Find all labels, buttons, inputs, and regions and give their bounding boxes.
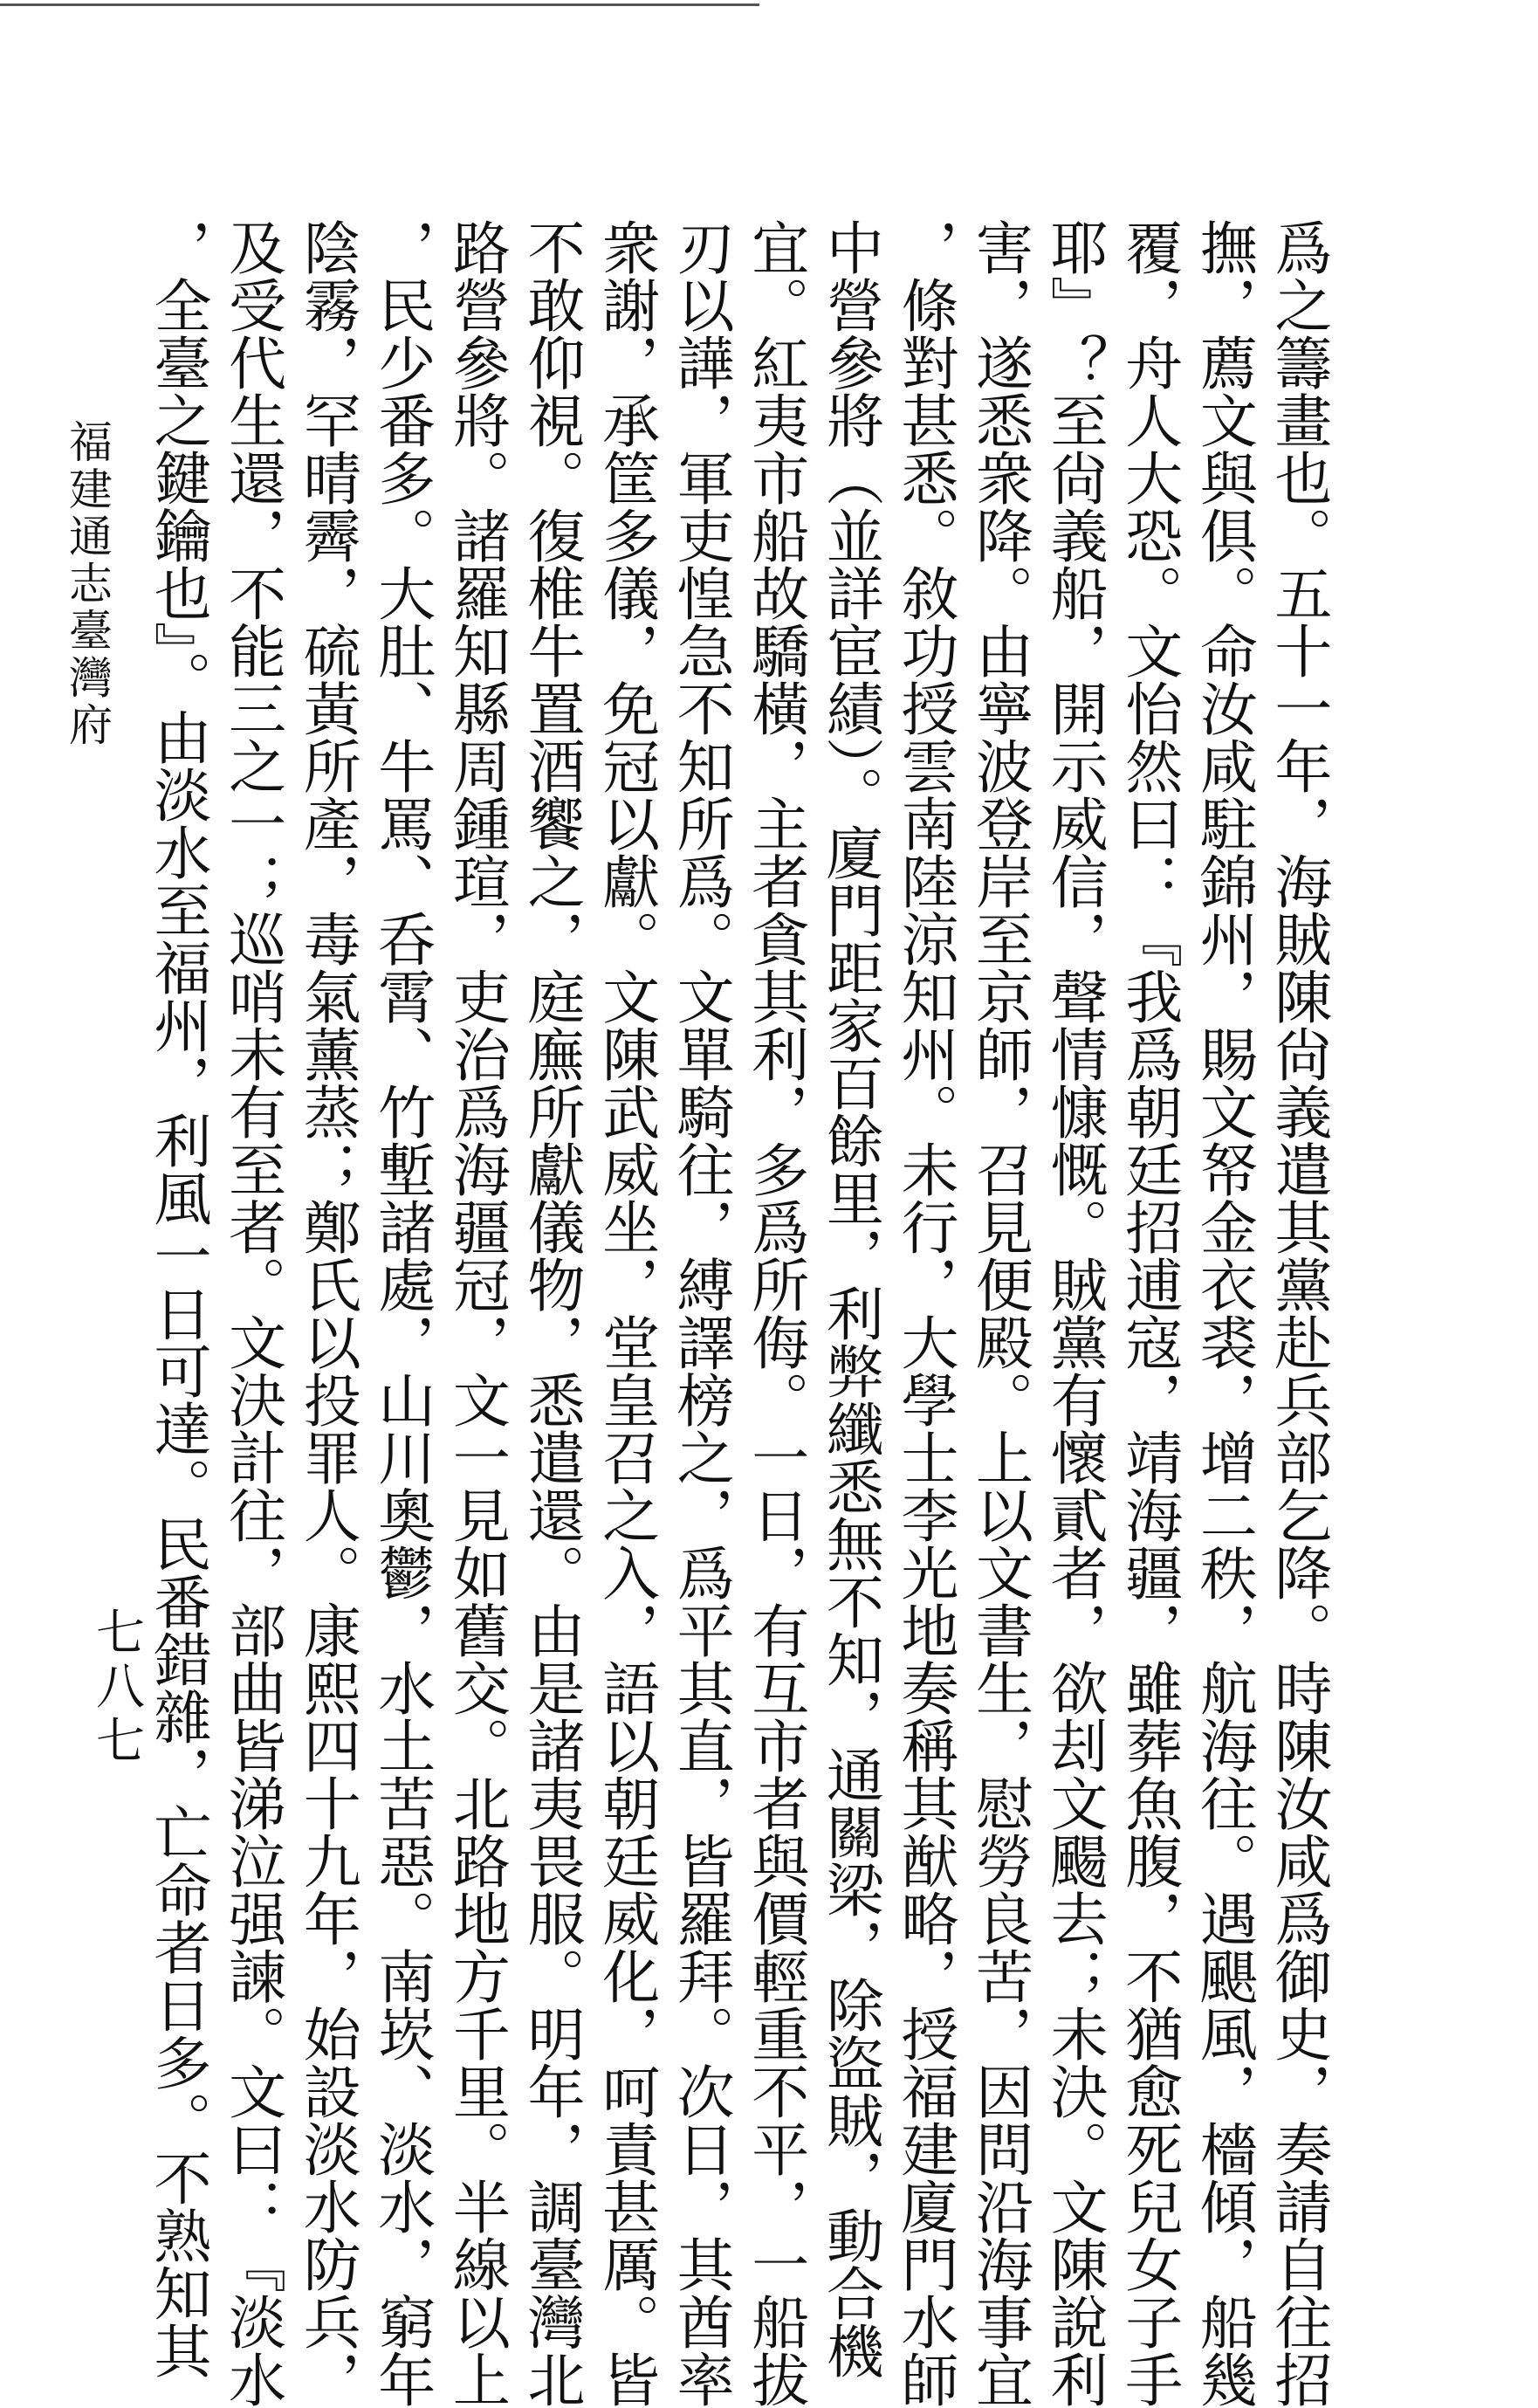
text-column: 及受代生還，不能三之一；巡哨未有至者。文決計往，部曲皆涕泣强諫。文曰：『淡水 — [218, 218, 286, 2408]
text-column: 不敢仰視。復椎牛置酒饗之，庭廡所獻儀物，悉遣還。由是諸夷畏服。明年，調臺灣北 — [517, 218, 585, 2408]
vertical-text-block — [144, 218, 1332, 2408]
text-column: 害，遂悉衆降。由寧波登岸至京師，召見便殿。上以文書生，慰勞良苦，因問沿海事宜 — [965, 218, 1033, 2408]
text-column: 陰霧，罕晴霽，硫黃所產，毒氣薰蒸；鄭氏以投罪人。康熙四十九年，始設淡水防兵， — [293, 218, 361, 2408]
text-column: 中營參將（並詳宦績）。廈門距家百餘里，利弊纖悉無不知，通關梁，除盜賊，動合機 — [816, 218, 884, 2379]
text-column: ，全臺之鍵鑰也』。由淡水至福州，利風一日可達。民番錯雜，亡命者日多。不熟知其 — [144, 218, 211, 2379]
text-column: ，條對甚悉。敘功授雲南陸涼知州。未行，大學士李光地奏稱其猷略，授福建廈門水師 — [890, 218, 958, 2408]
text-column: 衆謝，承筐多儀，免冠以獻。文陳武威坐，堂皇召之入，語以朝廷威化，呵責甚厲。皆 — [592, 218, 660, 2408]
text-column: 刃以譁，軍吏惶急不知所爲。文單騎往，縛譯榜之，爲平其直，皆羅拜。次日，其酋率 — [667, 218, 735, 2408]
text-column: ，民少番多。大肚、牛罵、呑霄、竹塹諸處，山川奧鬱，水土苦惡。南崁、淡水，窮年 — [367, 218, 436, 2408]
text-column: 爲之籌畫也。五十一年，海賊陳尙義遣其黨赴兵部乞降。時陳汝咸爲御史，奏請自往招 — [1264, 218, 1332, 2408]
text-column: 宜。紅夷市船故驕橫，主者貪其利，多爲所侮。一日，有互市者與價輕重不平，一船拔 — [741, 218, 809, 2408]
text-column: 撫，薦文與俱。命汝咸駐錦州，賜文帑金衣裘，增二秩，航海往。遇颶風，檣傾，船幾 — [1190, 218, 1258, 2408]
top-border-line — [0, 3, 759, 6]
text-column: 路營參將。諸羅知縣周鍾瑄，吏治爲海疆冠，文一見如舊交。北路地方千里。半線以上 — [443, 218, 511, 2408]
text-column: 耶』？至尙義船，開示威信，聲情慷慨。賊黨有懷貳者，欲刦文颺去；未決。文陳說利 — [1040, 218, 1109, 2408]
running-title: 福建通志臺灣府 — [62, 419, 113, 749]
text-column: 覆，舟人大恐。文怡然曰：『我爲朝廷招逋寇，靖海疆，雖葬魚腹，不猶愈死兒女子手 — [1115, 218, 1183, 2408]
page-number: 七八七 — [88, 1606, 145, 1769]
